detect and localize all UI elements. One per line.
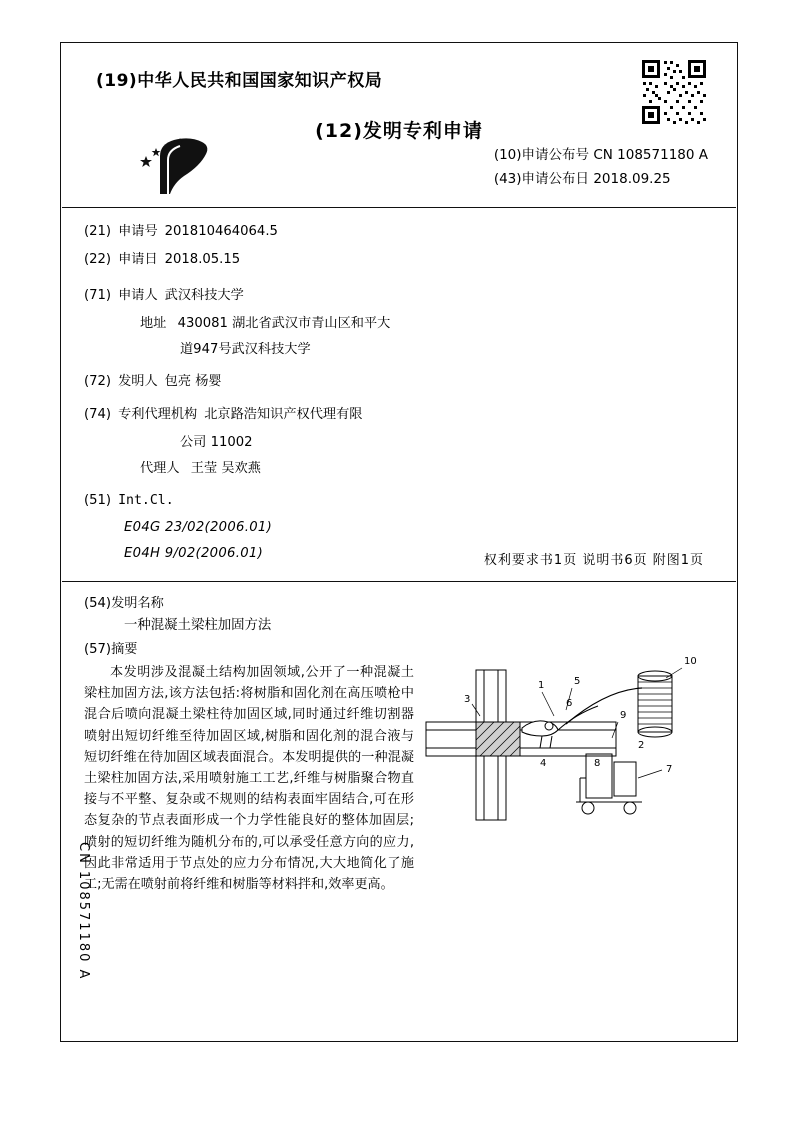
- cnipa-logo-icon: [140, 136, 222, 202]
- pub-date-code: (43): [493, 170, 522, 187]
- agency-line-2: 公司 11002: [180, 435, 253, 451]
- invention-title-heading: [84, 592, 164, 611]
- side-publication-code: CN 108571180 A: [76, 841, 91, 980]
- figure-label-1: 1: [538, 680, 545, 691]
- applicant-label: 申请人: [118, 288, 158, 304]
- application-date-row: [84, 247, 716, 273]
- agency-row-continued: [180, 430, 716, 456]
- office-name: 中华人民共和国国家知识产权局: [137, 71, 383, 91]
- issuing-office: [96, 66, 382, 91]
- publication-info: [494, 144, 708, 191]
- inventor-code: (72): [84, 373, 112, 389]
- abstract-text: 本发明涉及混凝土结构加固领域,公开了一种混凝土梁柱加固方法,该方法包括:将树脂和固化剂在高压喷枪中混合后喷向混凝土梁柱待加固区域,同时通过纤维切割器喷射出短切纤维至待加固区域,树脂和固化剂的混合液与短切纤维在待加固区域表面混合。本发明提供的一种混凝土梁柱加固方法,采用喷射施工工艺,纤维与树脂聚合物直接与不平整、复杂或不规则的结构表面牢固结合,可在形态复杂的节点表面形成一个力学性能良好的整体加固层;喷射的短切纤维为随机分布的,可以承受任意方向的应力,因此非常适用于节点处的应力分布情况,大大地简化了施工;无需在喷射前将纤维和树脂等材料拌和,效率更高。: [84, 665, 414, 893]
- applicant-value: 武汉科技大学: [164, 288, 244, 304]
- figure-label-8: 8: [594, 758, 601, 769]
- page-content: [62, 44, 736, 1040]
- applicant-code: (71): [84, 288, 112, 304]
- pub-date-value: 2018.09.25: [593, 170, 671, 187]
- agent-row: [140, 456, 716, 482]
- figure-label-9: 9: [620, 710, 627, 721]
- applicant-row: [84, 283, 716, 309]
- app-date-code: (22): [84, 251, 112, 267]
- figure-label-3: 3: [464, 694, 471, 705]
- address-label: 地址: [140, 316, 167, 332]
- pub-no-label: 申请公布号: [521, 147, 590, 163]
- figure-label-5: 5: [574, 676, 581, 687]
- invention-title: 一种混凝土梁柱加固方法: [124, 618, 272, 633]
- abstract-heading: [84, 638, 137, 657]
- address-line-1: 430081 湖北省武汉市青山区和平大: [177, 316, 391, 332]
- title-section-code: (54): [84, 596, 112, 611]
- ipc-row: [84, 488, 716, 514]
- app-no-value: 201810464064.5: [164, 224, 278, 239]
- address-line-2: 道947号武汉科技大学: [180, 341, 311, 357]
- inventor-row: [84, 369, 716, 395]
- figure-label-7: 7: [666, 764, 673, 775]
- inventor-label: 发明人: [118, 373, 158, 389]
- bibliographic-data: [84, 219, 716, 567]
- figure-label-2: 2: [638, 740, 645, 751]
- pub-no-code: (10): [493, 147, 522, 163]
- ipc-entry-2: E04H 9/02(2006.01): [124, 546, 264, 562]
- agency-line-1: 北京路浩知识产权代理有限: [204, 407, 363, 423]
- agent-value: 王莹 吴欢燕: [190, 460, 261, 476]
- publication-number-line: [494, 144, 708, 168]
- app-no-code: (21): [84, 224, 112, 239]
- publication-date-line: [494, 168, 708, 192]
- abstract-section-label: 摘要: [111, 642, 138, 657]
- ipc-code: (51): [84, 492, 112, 508]
- office-code: (19): [96, 71, 138, 91]
- application-number-row: [84, 219, 716, 245]
- app-date-label: 申请日: [118, 251, 158, 267]
- address-row-continued: [180, 337, 716, 363]
- agency-code: (74): [84, 407, 112, 423]
- abstract-figure: [416, 644, 726, 844]
- agency-label: 专利代理机构: [118, 407, 198, 423]
- app-no-label: 申请号: [118, 224, 158, 239]
- abstract-divider: [62, 581, 736, 582]
- kind-code: (12): [315, 120, 363, 142]
- kind-name: 发明专利申请: [362, 120, 483, 142]
- title-section-label: 发明名称: [111, 596, 164, 611]
- agent-label: 代理人: [140, 460, 180, 476]
- abstract-section-code: (57): [84, 642, 112, 657]
- header-divider: [62, 207, 736, 208]
- figure-label-4: 4: [540, 758, 547, 769]
- ipc-label: Int.Cl.: [118, 492, 174, 508]
- figure-label-6: 6: [566, 698, 573, 709]
- app-date-value: 2018.05.15: [164, 251, 241, 267]
- figure-label-10: 10: [684, 656, 697, 667]
- pub-date-label: 申请公布日: [521, 170, 590, 187]
- document-page-counts: 权利要求书1页 说明书6页 附图1页: [483, 553, 704, 568]
- inventor-value: 包亮 杨婴: [164, 373, 222, 389]
- agency-row: [84, 402, 716, 428]
- address-row: [140, 311, 716, 337]
- ipc-entry-1: E04G 23/02(2006.01): [124, 520, 273, 536]
- pub-no-value: CN 108571180 A: [593, 147, 708, 163]
